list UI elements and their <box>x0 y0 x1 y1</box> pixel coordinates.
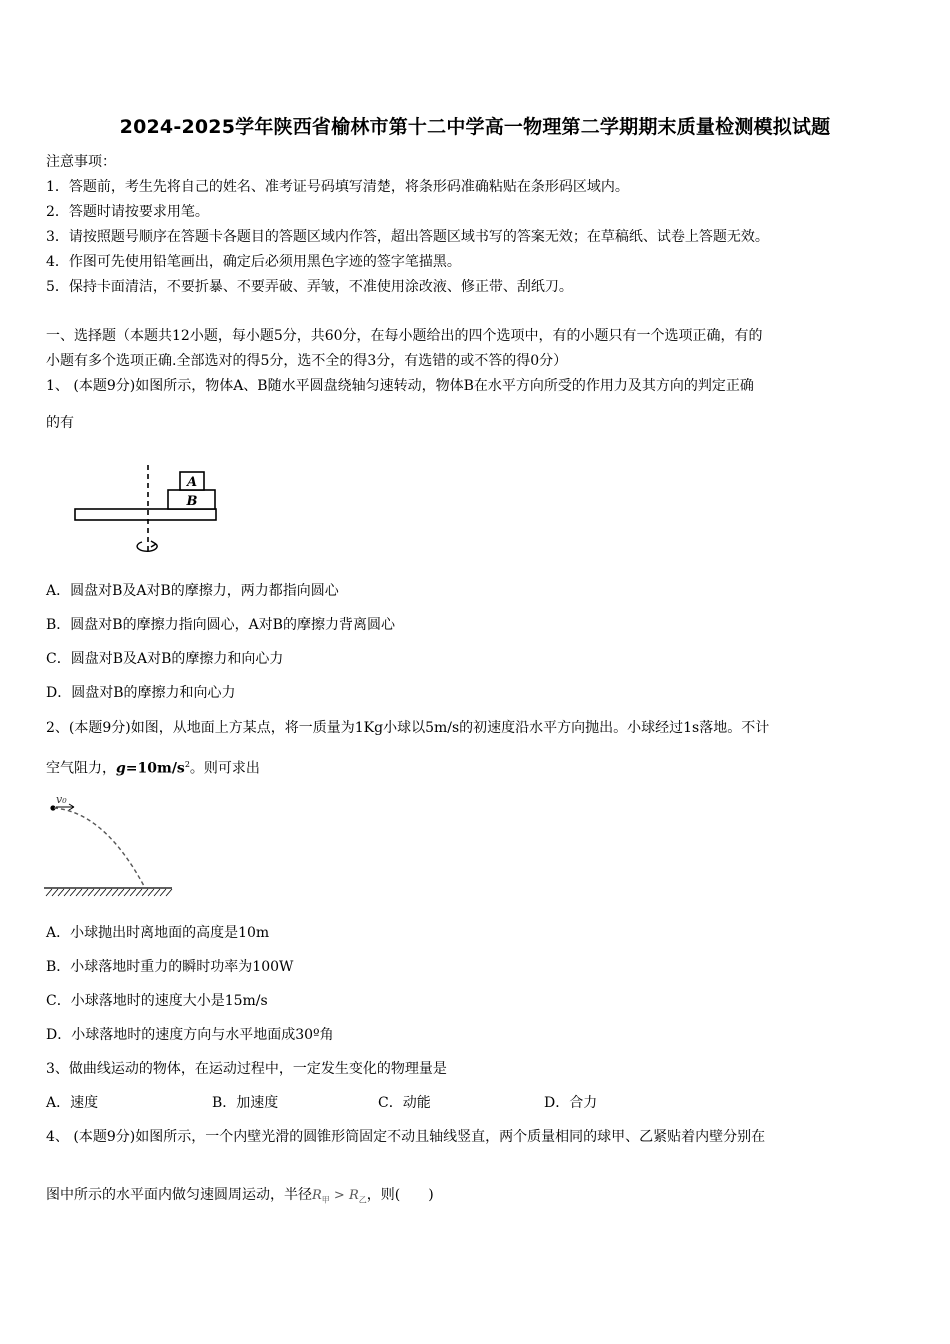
r1: R <box>312 1188 322 1203</box>
q3-option-b: B．加速度 <box>212 1095 279 1111</box>
block-b-label: B <box>186 494 198 509</box>
q1-option-a: A．圆盘对B及A对B的摩擦力，两力都指向圆心 <box>46 583 339 599</box>
notice-item: 2．答题时请按要求用笔。 <box>46 204 209 220</box>
q3-option-a: A．速度 <box>46 1095 99 1111</box>
q1-stem-cont: 的有 <box>46 415 74 431</box>
q4-stem-cont <box>46 1185 434 1211</box>
trajectory <box>54 808 144 886</box>
disc-plate <box>75 509 216 520</box>
v0-label: v₀ <box>56 793 67 806</box>
notice-item: 3．请按照题号顺序在答题卡各题目的答题区域内作答，超出答题区域书写的答案无效；在草稿纸、试卷上答题无效。 <box>46 229 769 245</box>
notice-item: 4．作图可先使用铅笔画出，确定后必须用黑色字迹的签字笔描黑。 <box>46 254 461 270</box>
q4-radius-relation <box>312 1188 367 1203</box>
q2-option-d: D．小球落地时的速度方向与水平地面成30º角 <box>46 1027 334 1043</box>
q2-g-symbol: g <box>116 760 126 777</box>
gt-sign: > <box>329 1188 349 1203</box>
r2: R <box>348 1188 359 1203</box>
r2-sub: 乙 <box>358 1195 367 1205</box>
q1-stem: 1、 (本题9分)如图所示，物体A、B随水平圆盘绕轴匀速转动，物体B在水平方向所受的作用力及其方向的判定正确 <box>46 378 754 394</box>
q1-option-b: B．圆盘对B的摩擦力指向圆心，A对B的摩擦力背离圆心 <box>46 617 395 633</box>
q1-option-d: D．圆盘对B的摩擦力和向心力 <box>46 685 236 701</box>
block-a-label: A <box>186 475 198 490</box>
page-title: 2024-2025学年陕西省榆林市第十二中学高一物理第二学期期末质量检测模拟试题 <box>119 116 831 138</box>
notice-item: 5．保持卡面清洁，不要折暴、不要弄破、弄皱，不准使用涂改液、修正带、刮纸刀。 <box>46 279 573 295</box>
q3-options <box>46 1093 597 1113</box>
q4-text: 图中所示的水平面内做匀速圆周运动，半径 <box>46 1187 312 1203</box>
q2-g-exp: 2 <box>184 760 190 769</box>
q1-option-c: C．圆盘对B及A对B的摩擦力和向心力 <box>46 651 284 667</box>
q2-projectile-figure <box>42 790 177 902</box>
q2-text: 空气阻力， <box>46 760 116 777</box>
q2-text-end: 。则可求出 <box>189 760 260 777</box>
section-heading-cont: 小题有多个选项正确.全部选对的得5分，选不全的得3分，有选错的或不答的得0分） <box>46 353 568 369</box>
q3-option-c: C．动能 <box>378 1095 431 1111</box>
q2-stem: 2、(本题9分)如图，从地面上方某点，将一质量为1Kg小球以5m/s的初速度沿水平方向抛出。小球经过1s落地。不计 <box>46 720 770 736</box>
q2-option-c: C．小球落地时的速度大小是15m/s <box>46 993 268 1009</box>
r1-sub: 甲 <box>321 1195 330 1205</box>
q2-option-b: B．小球落地时重力的瞬时功率为100W <box>46 959 294 975</box>
section-heading: 一、选择题（本题共12小题，每小题5分，共60分，在每小题给出的四个选项中，有的小题只有一个选项正确，有的 <box>46 328 763 344</box>
q4-stem: 4、 (本题9分)如图所示，一个内壁光滑的圆锥形筒固定不动且轴线竖直，两个质量相同的球甲、乙紧贴着内壁分别在 <box>46 1129 766 1145</box>
notice-item: 1．答题前，考生先将自己的姓名、准考证号码填写清楚，将条形码准确粘贴在条形码区域内。 <box>46 179 629 195</box>
notice-heading: 注意事项： <box>46 154 116 170</box>
q2-option-a: A．小球抛出时离地面的高度是10m <box>46 925 270 941</box>
q1-disc-figure <box>70 460 230 560</box>
q4-text-end: ，则( ) <box>366 1187 434 1203</box>
q3-option-d: D．合力 <box>544 1095 598 1111</box>
q3-stem: 3、做曲线运动的物体，在运动过程中，一定发生变化的物理量是 <box>46 1061 447 1077</box>
q2-stem-cont <box>46 755 260 779</box>
q2-g-value: =10m/s <box>125 760 185 777</box>
